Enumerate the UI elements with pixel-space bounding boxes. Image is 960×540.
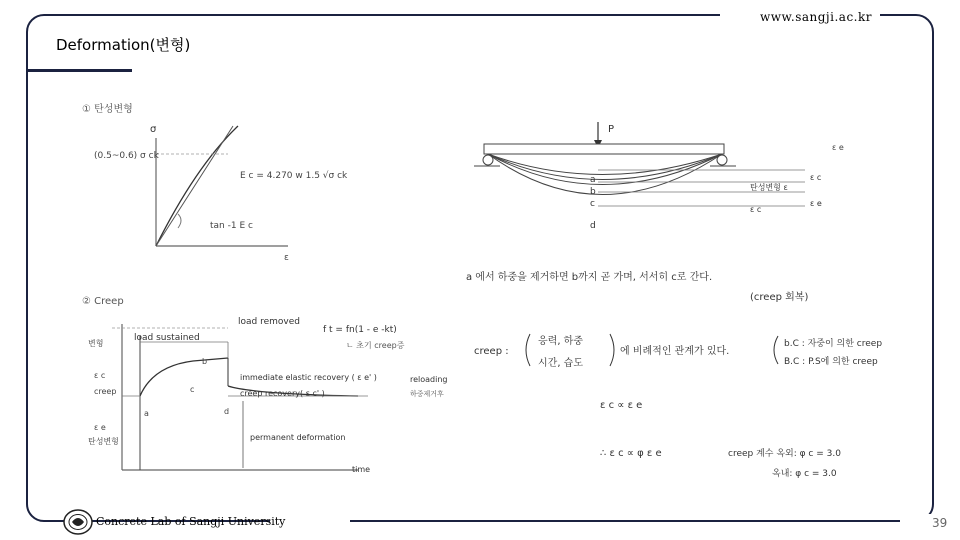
case-1: b.C : 자중이 의한 creep xyxy=(784,339,883,349)
right-figures xyxy=(460,110,930,490)
dependency-1: 응력, 하중 xyxy=(538,336,583,347)
site-url[interactable]: www.sangji.ac.kr xyxy=(760,10,872,24)
creep-formula: f t = fn(1 - e -kt) xyxy=(323,325,397,335)
point-d: d xyxy=(224,407,230,416)
creep-colon-label: creep : xyxy=(474,346,509,357)
point-b: b xyxy=(202,357,208,366)
elastic-heading: ① 탄성변형 xyxy=(82,104,133,115)
permanent-deformation-label: permanent deformation xyxy=(250,433,346,442)
creep-y-elastic-sym: ε e xyxy=(94,423,106,432)
reloading-label: reloading xyxy=(410,375,448,384)
modulus-formula: E c = 4.270 w 1.5 √σ ck xyxy=(240,171,348,181)
point-c: c xyxy=(190,385,195,394)
beam-eps-e-top: ε e xyxy=(832,143,844,152)
case-2: B.C : P.S에 의한 creep xyxy=(784,357,878,367)
beam-eps-e-right: ε e xyxy=(810,199,822,208)
university-logo xyxy=(62,508,94,536)
page-number: 39 xyxy=(932,516,948,530)
creep-y-deform: 변형 xyxy=(88,339,104,348)
note-line1: a 에서 하중을 제거하면 b까지 곧 가며, 서서히 c로 간다. xyxy=(466,272,713,283)
dependency-text: 에 비례적인 관계가 있다. xyxy=(620,346,730,357)
creep-coefficient-outdoor: creep 계수 옥외: φ c = 3.0 xyxy=(728,449,841,459)
beam-eps-c: ε c xyxy=(750,205,762,214)
elastic-x-axis: ε xyxy=(284,253,289,263)
creep-curve xyxy=(140,358,228,396)
beam-label-c: c xyxy=(590,199,595,209)
footer-lab-name: Concrete Lab of Sangji University xyxy=(96,515,286,528)
dependency-2: 시간, 습도 xyxy=(538,358,583,369)
proportional-2: ∴ ε c ∝ φ ε e xyxy=(600,448,662,459)
initial-creep-note: ㄴ 초기 creep증 xyxy=(346,341,405,350)
beam-eps-c2: ε c xyxy=(810,173,822,182)
beam-label-a: a xyxy=(590,175,596,185)
beam-label-d: d xyxy=(590,221,596,231)
left-figures xyxy=(78,96,458,486)
beam xyxy=(484,144,724,154)
proportional-1: ε c ∝ ε e xyxy=(600,400,643,411)
elastic-y-axis: σ xyxy=(150,124,157,135)
load-sustained-label: load sustained xyxy=(134,333,200,343)
stress-range-label: (0.5~0.6) σ ck xyxy=(94,151,159,161)
elastic-deformation-label: 탄성변형 ε xyxy=(750,183,788,192)
creep-coefficient-indoor: 옥내: φ c = 3.0 xyxy=(772,469,837,479)
creep-y-elastic: 탄성변형 xyxy=(88,437,119,446)
point-a: a xyxy=(144,409,149,418)
page-title: Deformation(변형) xyxy=(56,36,191,54)
tangent-label: tan -1 E c xyxy=(210,221,253,231)
creep-y-creep-sym: ε c xyxy=(94,371,106,380)
creep-y-creep: creep xyxy=(94,387,117,396)
beam-label-b: b xyxy=(590,187,596,197)
creep-x-axis: time xyxy=(352,465,371,474)
title-underline xyxy=(28,69,132,72)
immediate-recovery-label: immediate elastic recovery ( ε e' ) xyxy=(240,373,377,382)
reloading-kr-label: 하중제거후 xyxy=(410,390,444,398)
note-line2: (creep 회복) xyxy=(750,292,809,303)
creep-recovery-label: creep recovery( ε c' ) xyxy=(240,389,325,398)
frame-gap xyxy=(900,514,960,528)
load-p-label: P xyxy=(608,124,615,135)
creep-heading: ② Creep xyxy=(82,296,124,307)
load-removed-label: load removed xyxy=(238,317,300,327)
